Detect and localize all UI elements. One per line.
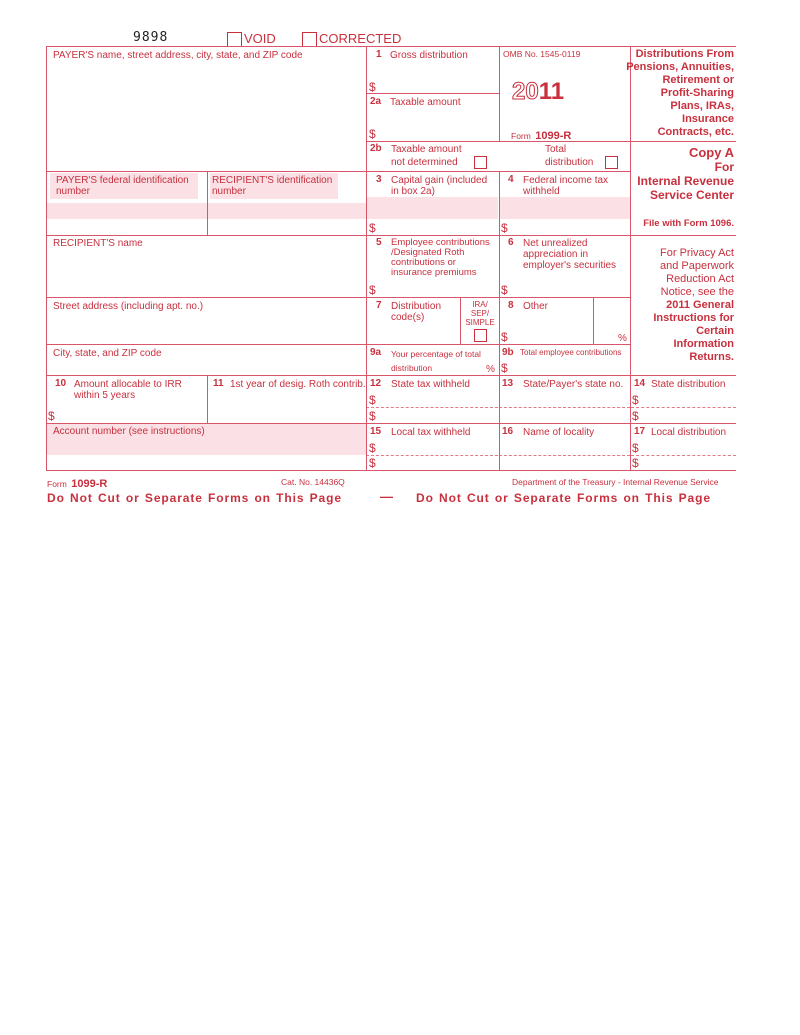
footer-form-name: 1099-R bbox=[71, 478, 108, 490]
footer-form-id bbox=[47, 474, 107, 492]
box14-dollar-1: $ bbox=[632, 393, 639, 407]
line-row6-bottom bbox=[46, 423, 736, 424]
box17-dollar-2: $ bbox=[632, 456, 639, 470]
box13-label: State/Payer's state no. bbox=[523, 379, 624, 390]
box5-dollar: $ bbox=[369, 283, 376, 297]
box10-label-line1: Amount allocable to IRR bbox=[74, 379, 182, 390]
box6-number: 6 bbox=[508, 237, 514, 248]
tax-year-solid: 11 bbox=[538, 78, 565, 105]
sidebar-title-line: Contracts, etc. bbox=[657, 126, 734, 138]
privacy-bold-line: 2011 General bbox=[666, 299, 734, 311]
ira-label-line2: SEP/ bbox=[470, 309, 490, 318]
cut-line-left: Do Not Cut or Separate Forms on This Page bbox=[47, 491, 342, 505]
box15-dollar-1: $ bbox=[369, 441, 376, 455]
line-col4-split bbox=[630, 375, 631, 470]
line-copy-sep bbox=[630, 141, 736, 142]
box15-label: Local tax withheld bbox=[391, 427, 471, 438]
dash-16 bbox=[499, 455, 630, 456]
tax-year bbox=[512, 78, 564, 106]
cut-line-right: Do Not Cut or Separate Forms on This Page bbox=[416, 491, 711, 505]
box2b-label-line1: Taxable amount bbox=[391, 144, 462, 155]
file-with-note: File with Form 1096. bbox=[643, 218, 734, 229]
box13-number: 13 bbox=[502, 378, 514, 389]
box17-number: 17 bbox=[634, 426, 646, 437]
footer-department: Department of the Treasury - Internal Revenue Service bbox=[512, 477, 719, 487]
box8-percent: % bbox=[618, 333, 627, 344]
line-omb-left bbox=[499, 46, 500, 141]
privacy-bold-line: Certain bbox=[696, 325, 734, 337]
box11-number: 11 bbox=[213, 378, 224, 389]
copy-a-block bbox=[620, 146, 734, 202]
box1-number: 1 bbox=[376, 49, 382, 60]
box14-number: 14 bbox=[634, 378, 646, 389]
ira-label bbox=[461, 300, 499, 327]
sidebar-title-line: Distributions From bbox=[635, 48, 734, 60]
box2b-number: 2b bbox=[370, 143, 382, 154]
street-label: Street address (including apt. no.) bbox=[53, 301, 204, 312]
sidebar-title-line: Profit-Sharing bbox=[660, 87, 734, 99]
sidebar-title-line: Plans, IRAs, bbox=[670, 100, 734, 112]
box2b-label-line2: not determined bbox=[391, 157, 458, 168]
form-left-border bbox=[46, 46, 47, 470]
box8-dollar: $ bbox=[501, 330, 508, 344]
box7-label-line2: code(s) bbox=[391, 312, 425, 323]
tax-year-outline: 20 bbox=[512, 78, 539, 105]
box10-label-line2: within 5 years bbox=[74, 390, 136, 401]
box10-number: 10 bbox=[55, 378, 67, 389]
box7-label-line1: Distribution bbox=[391, 301, 442, 312]
box5-label-line1: Employee contributions bbox=[391, 237, 490, 248]
form-code: 9898 bbox=[133, 30, 169, 45]
line-row1-bottom bbox=[46, 171, 630, 172]
box6-dollar: $ bbox=[501, 283, 508, 297]
box9a-percent: % bbox=[486, 364, 495, 375]
box16-label: Name of locality bbox=[523, 427, 595, 438]
cut-line-dash: — bbox=[380, 489, 393, 504]
recipient-id-shade bbox=[208, 203, 366, 219]
box3-dollar: $ bbox=[369, 221, 376, 235]
line-box1-bottom bbox=[366, 93, 500, 94]
privacy-line: Reduction Act bbox=[666, 273, 734, 285]
box11-label: 1st year of desig. Roth contrib. bbox=[230, 379, 366, 390]
line-row3-bottom bbox=[46, 297, 630, 298]
form-bottom-border bbox=[46, 470, 736, 471]
box2b-total-line2: distribution bbox=[545, 157, 594, 168]
box2b-not-determined-checkbox[interactable] bbox=[474, 156, 487, 169]
box6-label-line3: employer's securities bbox=[523, 260, 617, 271]
box9b-dollar: $ bbox=[501, 361, 508, 375]
copy-recipient-line1: Internal Revenue bbox=[637, 174, 734, 188]
box3-number: 3 bbox=[376, 174, 382, 185]
ira-label-line1: IRA/ bbox=[472, 300, 488, 309]
box12-dollar-2: $ bbox=[369, 409, 376, 423]
privacy-line: Notice, see the bbox=[660, 286, 734, 298]
box1-label: Gross distribution bbox=[390, 50, 468, 61]
box8-label: Other bbox=[523, 301, 549, 312]
box2b-total-distribution-checkbox[interactable] bbox=[605, 156, 618, 169]
box2a-number: 2a bbox=[370, 96, 382, 107]
payer-block-label: PAYER'S name, street address, city, state, and ZIP code bbox=[53, 50, 303, 61]
line-row6-split bbox=[207, 375, 208, 423]
omb-number: OMB No. 1545-0119 bbox=[503, 49, 581, 59]
dash-12 bbox=[366, 407, 498, 408]
sidebar-title bbox=[600, 48, 734, 139]
box14-dollar-2: $ bbox=[632, 409, 639, 423]
box3-shade bbox=[367, 197, 498, 219]
sidebar-title-line: Insurance bbox=[682, 113, 734, 125]
line-row2-bottom bbox=[46, 235, 736, 236]
box4-number: 4 bbox=[508, 174, 514, 185]
box5-label-line2: /Designated Roth bbox=[391, 247, 465, 258]
dash-14 bbox=[631, 407, 736, 408]
box15-number: 15 bbox=[370, 426, 382, 437]
box5-label-line4: insurance premiums bbox=[391, 267, 477, 278]
copy-for: For bbox=[714, 160, 734, 174]
payer-fed-id-shade bbox=[47, 203, 207, 219]
line-col3-split bbox=[499, 171, 500, 470]
privacy-bold-line: Instructions for bbox=[653, 312, 734, 324]
footer-cat-number: Cat. No. 14436Q bbox=[281, 477, 345, 487]
box4-label-line1: Federal income tax bbox=[523, 175, 609, 186]
line-box8-split bbox=[593, 297, 594, 344]
box12-label: State tax withheld bbox=[391, 379, 470, 390]
box2a-dollar: $ bbox=[369, 127, 376, 141]
box2b-total-line1: Total bbox=[545, 144, 567, 155]
box5-label-line3: contributions or bbox=[391, 257, 456, 268]
line-id-split bbox=[207, 171, 208, 235]
privacy-bold-line: Returns. bbox=[689, 351, 734, 363]
corrected-checkbox[interactable] bbox=[302, 32, 317, 47]
line-box2a-bottom bbox=[366, 141, 630, 142]
box6-label-line1: Net unrealized bbox=[523, 238, 588, 249]
form-top-border bbox=[46, 46, 736, 47]
box12-dollar-1: $ bbox=[369, 393, 376, 407]
box16-number: 16 bbox=[502, 426, 514, 437]
copy-a-title: Copy A bbox=[688, 145, 734, 160]
box9a-number: 9a bbox=[370, 347, 382, 358]
ira-sep-simple-checkbox[interactable] bbox=[474, 329, 487, 342]
void-label: VOID bbox=[244, 31, 276, 46]
corrected-label: CORRECTED bbox=[319, 31, 402, 46]
recipient-id-label-line2: number bbox=[212, 186, 246, 197]
privacy-line: For Privacy Act bbox=[660, 247, 734, 259]
box12-number: 12 bbox=[370, 378, 382, 389]
footer-form-prefix: Form bbox=[47, 479, 67, 489]
line-row4-bottom bbox=[46, 344, 630, 345]
void-checkbox[interactable] bbox=[227, 32, 242, 47]
copy-recipient-line2: Service Center bbox=[649, 188, 734, 202]
box3-label-line1: Capital gain (included bbox=[391, 175, 488, 186]
dash-17 bbox=[631, 455, 736, 456]
privacy-notice bbox=[620, 247, 734, 364]
box9b-label: Total employee contributions bbox=[520, 348, 622, 357]
privacy-line: and Paperwork bbox=[660, 260, 734, 272]
omb-form-prefix: Form bbox=[511, 131, 531, 141]
box4-label-line2: withheld bbox=[523, 186, 560, 197]
box9b-number: 9b bbox=[502, 347, 514, 358]
payer-fed-id-label-line1: PAYER'S federal identification bbox=[56, 175, 189, 186]
box2a-label: Taxable amount bbox=[390, 97, 461, 108]
omb-form-name: 1099-R bbox=[535, 130, 572, 142]
line-main-split bbox=[366, 46, 367, 470]
sidebar-title-line: Pensions, Annuities, bbox=[626, 61, 734, 73]
payer-fed-id-label-line2: number bbox=[56, 186, 90, 197]
ira-label-line3: SIMPLE bbox=[465, 318, 495, 327]
line-row5-bottom bbox=[46, 375, 736, 376]
box3-label-line2: in box 2a) bbox=[391, 186, 435, 197]
sidebar-title-line: Retirement or bbox=[662, 74, 734, 86]
recipient-id-label-line1: RECIPIENT'S identification bbox=[212, 175, 333, 186]
box5-number: 5 bbox=[376, 237, 382, 248]
omb-form-id bbox=[511, 126, 571, 144]
box4-shade bbox=[499, 197, 630, 219]
account-label: Account number (see instructions) bbox=[53, 426, 205, 437]
box6-label-line2: appreciation in bbox=[523, 249, 589, 260]
box8-number: 8 bbox=[508, 300, 514, 311]
box7-number: 7 bbox=[376, 300, 382, 311]
box1-dollar: $ bbox=[369, 80, 376, 94]
box15-dollar-2: $ bbox=[369, 456, 376, 470]
box17-label: Local distribution bbox=[651, 427, 727, 438]
dash-15 bbox=[366, 455, 498, 456]
box9a-label-line1: Your percentage of total bbox=[391, 349, 481, 359]
city-label: City, state, and ZIP code bbox=[53, 348, 162, 359]
privacy-bold-line: Information bbox=[673, 338, 734, 350]
dash-13 bbox=[499, 407, 630, 408]
box10-dollar: $ bbox=[48, 409, 55, 423]
box17-dollar-1: $ bbox=[632, 441, 639, 455]
recipient-name-label: RECIPIENT'S name bbox=[53, 238, 143, 249]
box14-label: State distribution bbox=[651, 379, 726, 390]
box9a-label-line2: distribution bbox=[391, 363, 433, 373]
box4-dollar: $ bbox=[501, 221, 508, 235]
